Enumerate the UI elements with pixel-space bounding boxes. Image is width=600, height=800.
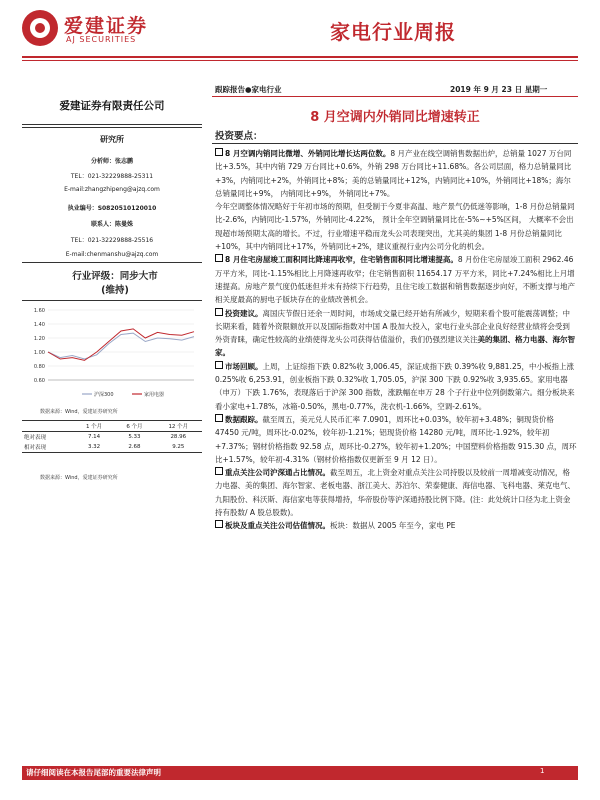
y-tick-label: 1.20 (33, 336, 45, 342)
table-header-cell: 12 个月 (155, 421, 202, 432)
key-points-divider (212, 143, 578, 144)
series-line (48, 333, 194, 359)
table-row (22, 442, 202, 453)
key-points-heading: 投资要点： (215, 131, 263, 142)
analyst-tel: TEL：021-32229888-25311 (70, 173, 154, 180)
report-type-title: 家电行业周报 (330, 20, 456, 44)
license-number: 执业编号：S0820510120010 (67, 205, 157, 212)
sidebar-divider (22, 300, 202, 301)
paragraph-text: 8 月产业在线空调销售数据出炉，总销量 1027 万台同比+3.5%，其中内销 729 万台同比+0.6%，外销 298 万台同比+11.68%。各公司层面，格力总销量同比+3%，内销同比+2%，外销同比+8%；美的总销量同比+12%，内销同比+10%，外销同比+18%；海尔总销量同比+9%， 内销同比+9%， 外销同比+7%。 (215, 149, 572, 198)
meta-divider (212, 96, 578, 97)
report-date: 2019 年 9 月 23 日 星期一 (450, 85, 548, 94)
paragraph-text: 截至周五，北上资金对重点关注公司持股以及较前一周增减变动情况，格力电器、美的集团、海尔智家、老板电器、浙江美大、苏泊尔、荣泰健康、海信电器、飞科电器、莱克电气、九阳股份、科沃斯、海信家电等获得增持，华帝股份等沪深通持股比例下降。(注：此处统计口径为北上资金持有股数/ A 股总股数)。 (215, 468, 575, 518)
table-header-cell (22, 421, 74, 432)
paragraph-text: 截至周五，美元兑人民币汇率 7.0901，周环比+0.03%，较年初+3.48%；铜现货价格 47450 元/吨，周环比-0.02%，较年初-1.21%；铝现货价格 14280 元/吨，周环比-1.92%，较年初+7.37%；钢材价格指数 92.58 点，周环比-0.27%，较年初+1.20%；中国塑料价格指数 915.30 点，周环比+1.57%，较年初-4.31%（钢材价格指数仅更新至 9 月 12 日）。 (215, 414, 577, 464)
y-tick-label: 0.60 (33, 378, 45, 384)
bullet-box-icon (215, 467, 223, 475)
report-tag: 跟踪报告●家电行业 (215, 85, 282, 94)
paragraph-heading: 8 月住宅房屋竣工面积同比降速再收窄，住宅销售面积同比增速提高。 (225, 255, 458, 265)
firm-name: 爱建证券有限责任公司 (59, 100, 165, 112)
bullet-box-icon (215, 414, 223, 422)
report-body (215, 147, 577, 533)
paragraph-heading: 投资建议。 (225, 308, 263, 318)
paragraph-ac-outlook (215, 200, 577, 253)
y-tick-label: 1.00 (33, 350, 45, 356)
chart-source: 数据来源：Wind，爱建证券研究所 (40, 409, 118, 415)
table-cell: 绝对表现 (24, 435, 47, 441)
paragraph-northbound (215, 466, 577, 519)
paragraph-text: 离国庆节假日还余一周时间，市场成交量已经开始有所减少，短期来看个股可能震荡调整；中长期来看，随着外资限额放开以及国际指数对中国 A 股加大投入，家电行业头部企业良好经营业绩将会受到外资青睐，确定性较高的业绩使得龙头公司获得估值溢价，我们仍强烈建议关注 (215, 308, 570, 345)
legal-disclaimer-link[interactable]: 请仔细阅读在本报告尾部的重要法律声明 (26, 768, 161, 777)
table-row (22, 432, 202, 443)
paragraph-text: 今年空调整体情况略好于年初市场的预期，但受制于今夏非高温、地产景气仍低迷等影响，1-8 月份总销量同比-2.6%，内销同比-1.57%，外销同比-4.22%， 预计全年空调销量同比在-5%~+5%区间， 大概率不会出现超市场预期太高的增长。不过，行业增速平稳而龙头公司表现突出，尤其美的集团 1-8 月份总销量同比+10%，其中内销同比+17%，外销同比+2%，建议重视行业内公司分化的机会。 (215, 202, 575, 252)
analyst-email[interactable]: E-mail:zhangzhipeng@ajzq.com (64, 186, 160, 193)
sidebar-divider (22, 124, 202, 125)
sidebar-divider (22, 262, 202, 263)
sidebar-divider (22, 127, 202, 128)
header-divider (22, 56, 578, 58)
performance-chart (22, 302, 202, 402)
industry-rating (30, 268, 200, 296)
logo-mark-icon (22, 10, 58, 46)
company-logo (22, 8, 182, 52)
paragraph-heading: 重点关注公司沪深通占比情况。 (225, 468, 330, 478)
bullet-box-icon (215, 148, 223, 156)
paragraph-heading: 8 月空调内销同比微增、外销同比增长达两位数。 (225, 149, 391, 158)
contact-name: 联系人：陈曼姝 (90, 221, 133, 228)
paragraph-heading: 市场回顾。 (225, 361, 263, 371)
table-cell: 2.68 (114, 442, 154, 453)
logo-chinese-name: 爱建证券 (64, 15, 149, 37)
rating-sub: (维持) (101, 285, 129, 296)
bullet-box-icon (215, 520, 223, 528)
table-cell: 9.25 (155, 442, 202, 453)
paragraph-data-tracking (215, 413, 577, 466)
paragraph-valuation (215, 519, 577, 532)
performance-table (22, 420, 202, 453)
table-header-cell: 1 个月 (74, 421, 114, 432)
paragraph-market-review (215, 360, 577, 413)
table-source: 数据来源：Wind，爱建证券研究所 (40, 475, 118, 481)
y-tick-label: 1.40 (33, 322, 45, 328)
bullet-box-icon (215, 308, 223, 316)
legend-label: 家用电器 (144, 392, 165, 398)
paragraph-highlight: 美的集团、格力电器、海尔智家。 (215, 335, 575, 358)
paragraph-heading: 板块及重点关注公司估值情况。 (225, 521, 330, 531)
paragraph-text: 8 月份住宅房屋竣工面积 2962.46 万平方米，同比-1.15%相比上月降速再收窄；住宅销售面积 11654.17 万平方米，同比+7.24%相比上月增速提高。房地产景气度仍低迷但并未有持续下行趋势，且住宅竣工数据和销售数据逐步向好，不断支撑与地产相关度最高的厨电子版块存在的业绩改善机会。 (215, 255, 575, 305)
paragraph-text: 上周，上证综指下跌 0.82%收 3,006.45，深证成指下跌 0.39%收 9,881.25，中小板指上涨 0.25%收 6,253.91，创业板指下跌 0.32%收 1,705.05，沪深 300 下跌 0.92%收 3,935.65。家用电器（申万）下跌 1.76%，表现落后于沪深 300 指数，涨跌幅在申万 28 个子行业中位列倒数第六。细分板块来看小家电+1.78%，冰箱-0.50%，黑电-0.77%，洗衣机-1.66%，空调-2.61%。 (215, 361, 575, 411)
analyst-name: 分析师：张志鹏 (90, 158, 133, 165)
table-cell: 28.96 (170, 434, 187, 440)
institute-label: 研究所 (100, 135, 124, 144)
bullet-box-icon (215, 361, 223, 369)
rating-text: 行业评级：同步大市 (72, 271, 158, 282)
table-header-row (22, 421, 202, 432)
report-title: 8 月空调内外销同比增速转正 (310, 110, 480, 125)
table-cell: 5.33 (128, 434, 141, 440)
y-tick-label: 0.80 (33, 364, 45, 370)
page-number: 1 (540, 767, 545, 775)
paragraph-ac-sales (215, 147, 577, 200)
table-cell: 3.32 (74, 442, 114, 453)
header-divider-thin (22, 60, 578, 61)
paragraph-text: 板块：数据从 2005 年至今，家电 PE (330, 521, 456, 531)
contact-tel: TEL：021-32229888-25516 (70, 237, 154, 244)
y-tick-label: 1.60 (33, 308, 45, 314)
table-header-cell: 6 个月 (114, 421, 154, 432)
paragraph-heading: 数据跟踪。 (225, 414, 263, 424)
contact-email[interactable]: E-mail:chenmanshu@ajzq.com (65, 251, 159, 258)
paragraph-investment (215, 307, 577, 360)
legend-label: 沪深300 (94, 392, 114, 398)
table-cell: 相对表现 (22, 442, 74, 453)
bullet-box-icon (215, 254, 223, 262)
table-cell: 7.14 (87, 434, 101, 440)
paragraph-real-estate (215, 253, 577, 306)
logo-english-name: AJ SECURITIES (66, 35, 137, 44)
